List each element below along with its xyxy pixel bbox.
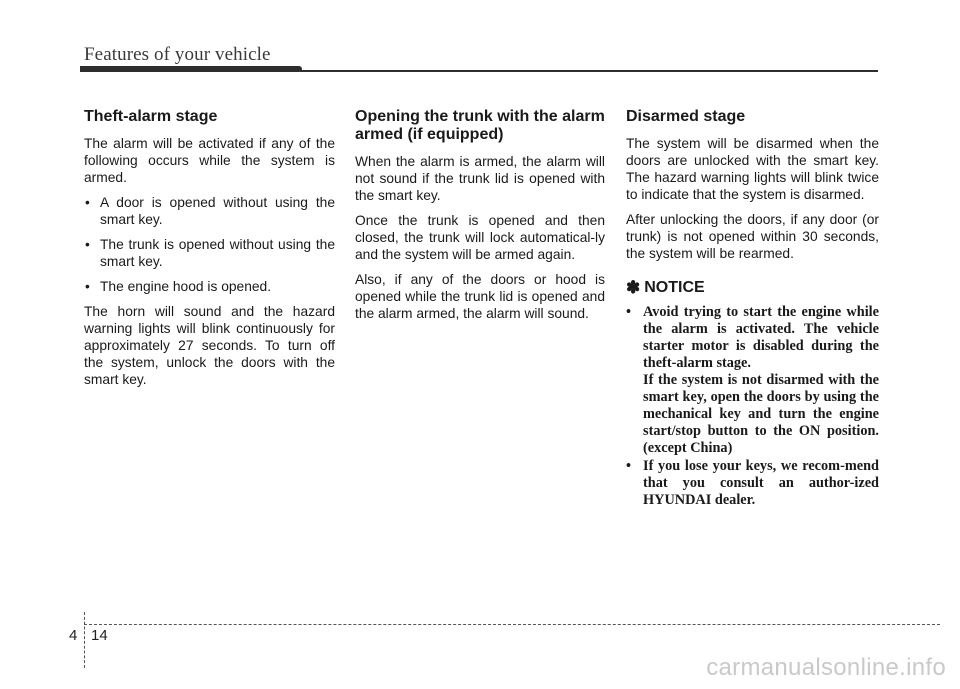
notice-item-text: If you lose your keys, we recom-mend that you consult an author-ized HYUNDAI dealer. [643,458,879,508]
column-opening-trunk [355,108,605,330]
notice-list [626,304,879,509]
page-header-title: Features of your vehicle [84,44,271,65]
bullet-icon: • [85,279,90,294]
theft-alarm-body: The horn will sound and the hazard warning lights will blink continuously for approximately 27 seconds. To turn off the system, unlock the doors with the smart key. [84,304,335,387]
page-number: 14 [91,627,108,644]
opening-trunk-paragraph: Once the trunk is opened and then closed, the trunk will lock automatical-ly and the system will be armed again. [355,213,605,262]
bullet-icon: • [85,237,90,252]
list-item: • The trunk is opened without using the smart key. [85,237,335,269]
column-disarmed [626,108,879,510]
disarmed-paragraph: The system will be disarmed when the doors are unlocked with the smart key. The hazard warning lights will blink twice to indicate that the system is disarmed. [626,136,879,202]
chapter-number: 4 [69,627,78,644]
section-heading-opening-trunk: Opening the trunk with the alarm armed (if equipped) [355,108,605,143]
bullet-icon: • [626,458,632,474]
footer-dashed-divider [84,612,85,668]
watermark: carmanualsonline.info [706,654,946,681]
notice-heading [626,279,879,297]
asterisk-icon: ✽ [626,278,641,297]
bullet-icon: • [626,304,632,320]
opening-trunk-paragraph: When the alarm is armed, the alarm will not sound if the trunk lid is opened with the smart key. [355,154,605,203]
notice-label: NOTICE [644,279,705,296]
section-heading-theft-alarm: Theft-alarm stage [84,108,218,125]
list-item [626,304,879,457]
list-item [626,458,879,509]
theft-alarm-conditions-list [84,194,335,295]
notice-item-text: Avoid trying to start the engine while the alarm is activated. The vehicle starter motor is disabled during the theft-alarm stage. [643,304,879,371]
column-theft-alarm [84,108,335,396]
footer-dashed-rule [84,624,940,625]
list-item: • The engine hood is opened. [85,279,272,294]
header-rule-thin [300,70,878,72]
bullet-icon: • [85,195,90,210]
theft-alarm-intro: The alarm will be activated if any of the following occurs while the system is armed. [84,136,335,185]
header-rule-thick [80,66,302,72]
section-heading-disarmed: Disarmed stage [626,108,746,125]
list-item: • A door is opened without using the smart key. [85,195,335,227]
opening-trunk-paragraph: Also, if any of the doors or hood is opened while the trunk lid is opened and the alarm armed, the alarm will sound. [355,272,605,321]
notice-item-text: If the system is not disarmed with the smart key, open the doors by using the mechanical key and turn the engine start/stop button to the ON position. (except China) [643,372,879,456]
disarmed-paragraph: After unlocking the doors, if any door (or trunk) is not opened within 30 seconds, the system will be rearmed. [626,212,879,261]
